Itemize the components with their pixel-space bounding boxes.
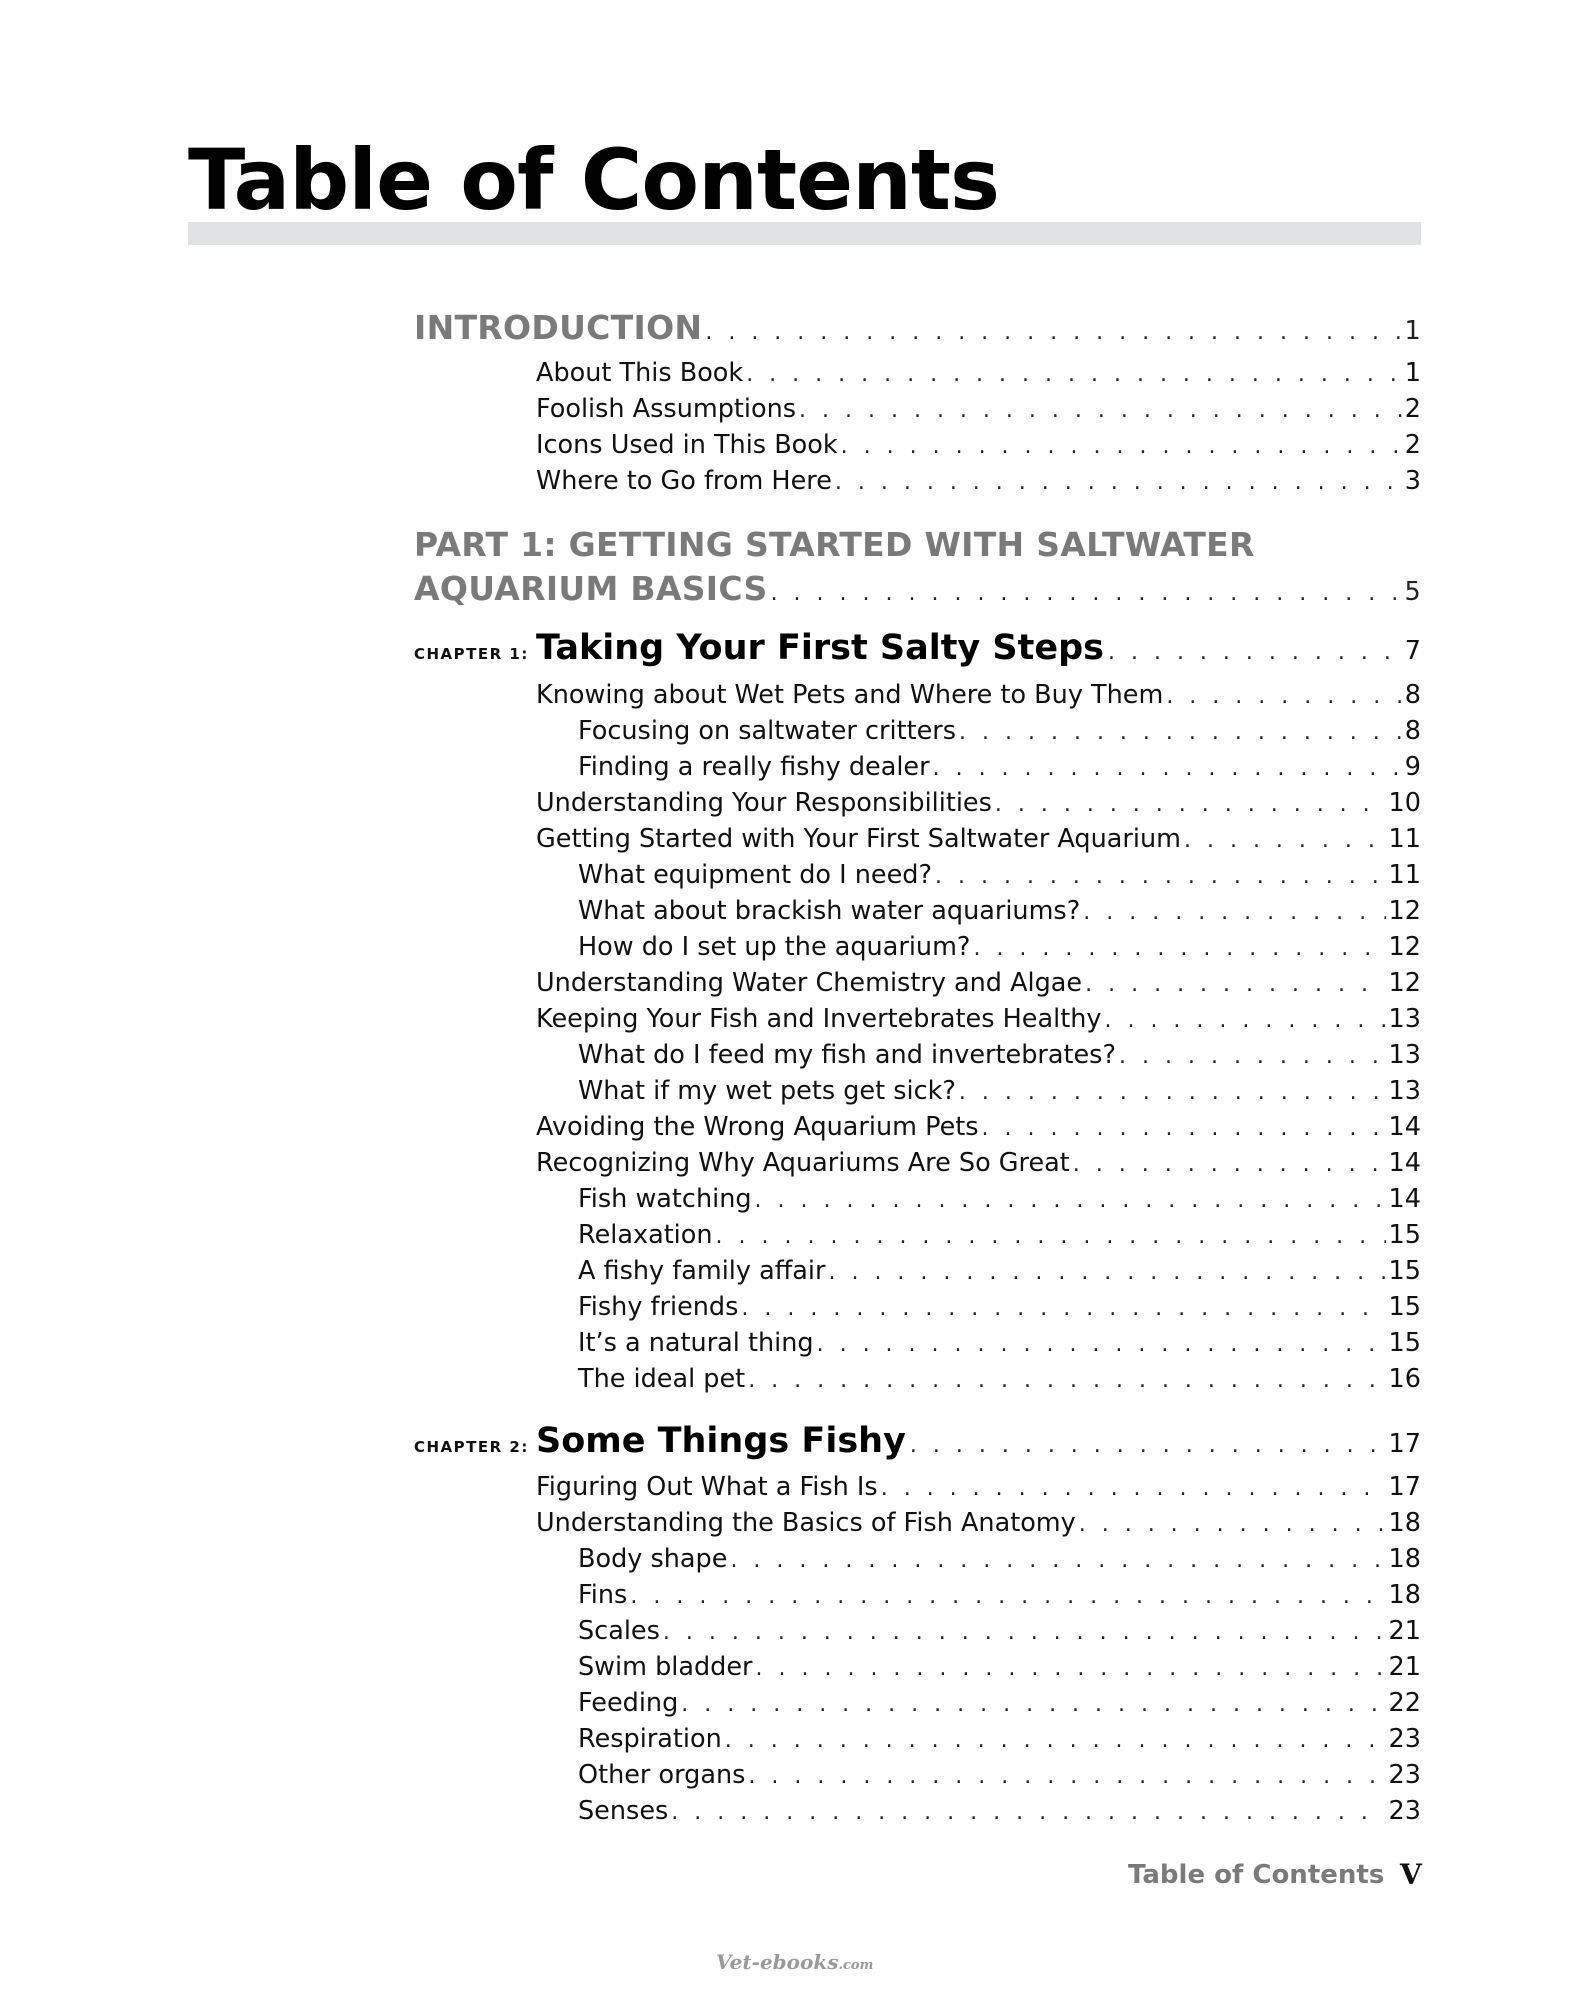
entry-page: 12 <box>1388 896 1421 926</box>
dot-leader <box>1166 679 1401 715</box>
dot-leader <box>799 393 1402 429</box>
dot-leader <box>1119 1039 1386 1075</box>
toc-subentry[interactable] <box>578 1757 1421 1793</box>
dot-leader <box>982 1111 1386 1147</box>
toc-subentry[interactable] <box>578 893 1421 929</box>
toc-entry[interactable] <box>536 1505 1421 1541</box>
toc-subentry[interactable] <box>578 1217 1421 1253</box>
running-footer-title: Table of Contents <box>1128 1860 1385 1890</box>
chapter-page: 17 <box>1388 1429 1421 1459</box>
entry-page: 2 <box>1404 430 1421 460</box>
dot-leader <box>755 1183 1386 1219</box>
toc-subentry[interactable] <box>578 1181 1421 1217</box>
introduction-page: 1 <box>1404 316 1421 346</box>
entry-text: A fishy family affair <box>578 1256 826 1286</box>
entry-text: Avoiding the Wrong Aquarium Pets <box>536 1112 979 1142</box>
dot-leader <box>910 1423 1385 1469</box>
entry-text: Understanding Water Chemistry and Algae <box>536 968 1083 998</box>
page-number: V <box>1400 1858 1422 1891</box>
chapter-2-heading[interactable] <box>414 1418 1421 1464</box>
dot-leader <box>748 1759 1385 1795</box>
entry-page: 18 <box>1388 1544 1421 1574</box>
entry-page: 13 <box>1388 1076 1421 1106</box>
dot-leader <box>959 715 1402 751</box>
introduction-title: INTRODUCTION <box>414 308 703 347</box>
dot-leader <box>725 1723 1386 1759</box>
entry-text: Senses <box>578 1796 669 1826</box>
dot-leader <box>1079 1507 1386 1543</box>
part-1-title-line2: AQUARIUM BASICS <box>414 569 768 608</box>
toc-subentry[interactable] <box>578 1793 1421 1829</box>
entry-page: 22 <box>1388 1688 1421 1718</box>
entry-text: Other organs <box>578 1760 746 1790</box>
toc-subentry[interactable] <box>578 713 1421 749</box>
dot-leader <box>681 1687 1385 1723</box>
entry-text: Foolish Assumptions <box>536 394 797 424</box>
toc-entry[interactable] <box>536 355 1421 391</box>
entry-text: Fins <box>578 1580 628 1610</box>
entry-page: 14 <box>1388 1112 1421 1142</box>
introduction-heading[interactable] <box>414 306 1421 350</box>
entry-page: 8 <box>1404 680 1421 710</box>
toc-subentry[interactable] <box>578 749 1421 785</box>
toc-subentry[interactable] <box>578 1577 1421 1613</box>
entry-page: 8 <box>1404 716 1421 746</box>
chapter-label: CHAPTER 1: <box>414 645 529 663</box>
toc-subentry[interactable] <box>578 1253 1421 1289</box>
entry-page: 1 <box>1404 358 1421 388</box>
entry-page: 13 <box>1388 1040 1421 1070</box>
entry-text: Focusing on saltwater critters <box>578 716 957 746</box>
toc-entry[interactable] <box>536 427 1421 463</box>
dot-leader <box>933 751 1402 787</box>
dot-leader <box>663 1615 1386 1651</box>
toc-subentry[interactable] <box>578 1289 1421 1325</box>
dot-leader <box>881 1471 1386 1507</box>
entry-text: About This Book <box>536 358 744 388</box>
toc-entry[interactable] <box>536 1109 1421 1145</box>
entry-text: What about brackish water aquariums? <box>578 896 1081 926</box>
toc-entry[interactable] <box>536 1001 1421 1037</box>
page-title: Table of Contents <box>188 131 1000 229</box>
toc-subentry[interactable] <box>578 857 1421 893</box>
entry-page: 2 <box>1404 394 1421 424</box>
toc-entry[interactable] <box>536 965 1421 1001</box>
dot-leader <box>817 1327 1386 1363</box>
entry-page: 11 <box>1388 860 1421 890</box>
entry-text: Icons Used in This Book <box>536 430 838 460</box>
dot-leader <box>630 1579 1385 1615</box>
entry-page: 23 <box>1388 1724 1421 1754</box>
dot-leader <box>1085 967 1385 1003</box>
part-1-title-line1: PART 1: GETTING STARTED WITH SALTWATER <box>414 525 1255 564</box>
dot-leader <box>1108 630 1401 676</box>
entry-page: 18 <box>1388 1508 1421 1538</box>
entry-text: What do I feed my fish and invertebrates? <box>578 1040 1117 1070</box>
entry-page: 17 <box>1388 1472 1421 1502</box>
entry-page: 3 <box>1404 466 1421 496</box>
entry-text: Relaxation <box>578 1220 713 1250</box>
chapter-label: CHAPTER 2: <box>414 1438 529 1456</box>
entry-text: Figuring Out What a Fish Is <box>536 1472 878 1502</box>
entry-text: Fish watching <box>578 1184 752 1214</box>
entry-text: Scales <box>578 1616 660 1646</box>
entry-page: 21 <box>1388 1616 1421 1646</box>
entry-page: 23 <box>1388 1796 1421 1826</box>
dot-leader <box>746 357 1402 393</box>
toc-entry[interactable] <box>536 1145 1421 1181</box>
entry-text: Respiration <box>578 1724 722 1754</box>
entry-text: Understanding Your Responsibilities <box>536 788 992 818</box>
entry-text: Feeding <box>578 1688 679 1718</box>
entry-text: What if my wet pets get sick? <box>578 1076 956 1106</box>
dot-leader <box>756 1651 1386 1687</box>
entry-page: 11 <box>1388 824 1421 854</box>
dot-leader <box>771 572 1402 616</box>
entry-text: Body shape <box>578 1544 728 1574</box>
entry-page: 14 <box>1388 1148 1421 1178</box>
entry-text: The ideal pet <box>578 1364 746 1394</box>
dot-leader <box>841 429 1402 465</box>
entry-page: 14 <box>1388 1184 1421 1214</box>
entry-page: 21 <box>1388 1652 1421 1682</box>
dot-leader <box>959 1075 1386 1111</box>
part-1-page: 5 <box>1404 577 1421 607</box>
entry-text: What equipment do I need? <box>578 860 932 890</box>
toc-subentry[interactable] <box>578 1037 1421 1073</box>
toc-subentry[interactable] <box>578 1721 1421 1757</box>
toc-entry[interactable] <box>536 821 1421 857</box>
toc-subentry[interactable] <box>578 1685 1421 1721</box>
toc-subentry[interactable] <box>578 1541 1421 1577</box>
entry-text: Recognizing Why Aquariums Are So Great <box>536 1148 1070 1178</box>
dot-leader <box>1184 823 1386 859</box>
entry-page: 16 <box>1388 1364 1421 1394</box>
toc-subentry[interactable] <box>578 1361 1421 1397</box>
entry-text: Understanding the Basics of Fish Anatomy <box>536 1508 1076 1538</box>
dot-leader <box>835 465 1402 501</box>
dot-leader <box>935 859 1386 895</box>
chapter-title: Taking Your First Salty Steps <box>536 628 1104 668</box>
entry-text: How do I set up the aquarium? <box>578 932 971 962</box>
toc-entry[interactable] <box>536 463 1421 499</box>
part-1-heading[interactable] <box>414 523 1421 611</box>
dot-leader <box>1073 1147 1386 1183</box>
entry-page: 12 <box>1388 932 1421 962</box>
toc-subentry[interactable] <box>578 1613 1421 1649</box>
entry-page: 15 <box>1388 1256 1421 1286</box>
dot-leader <box>716 1219 1386 1255</box>
dot-leader <box>730 1543 1385 1579</box>
dot-leader <box>748 1363 1385 1399</box>
dot-leader <box>828 1255 1385 1291</box>
dot-leader <box>973 931 1385 967</box>
toc-entry[interactable] <box>536 391 1421 427</box>
entry-text: Getting Started with Your First Saltwater Aquarium <box>536 824 1181 854</box>
chapter-1-heading[interactable] <box>414 625 1421 671</box>
entry-page: 10 <box>1388 788 1421 818</box>
toc-entry[interactable] <box>536 1469 1421 1505</box>
entry-text: Fishy friends <box>578 1292 739 1322</box>
entry-page: 13 <box>1388 1004 1421 1034</box>
entry-text: Keeping Your Fish and Invertebrates Healthy <box>536 1004 1102 1034</box>
dot-leader <box>671 1795 1385 1831</box>
watermark <box>716 1950 873 1974</box>
entry-text: It’s a natural thing <box>578 1328 814 1358</box>
entry-page: 9 <box>1404 752 1421 782</box>
dot-leader <box>995 787 1386 823</box>
entry-text: Finding a really fishy dealer <box>578 752 930 782</box>
chapter-page: 7 <box>1404 636 1421 666</box>
dot-leader <box>1104 1003 1385 1039</box>
toc-subentry[interactable] <box>578 929 1421 965</box>
dot-leader <box>741 1291 1385 1327</box>
watermark-suffix: .com <box>838 1958 874 1973</box>
toc-subentry[interactable] <box>578 1073 1421 1109</box>
entry-page: 15 <box>1388 1328 1421 1358</box>
entry-page: 15 <box>1388 1292 1421 1322</box>
toc-entry[interactable] <box>536 677 1421 713</box>
entry-page: 12 <box>1388 968 1421 998</box>
toc-entry[interactable] <box>536 785 1421 821</box>
chapter-title: Some Things Fishy <box>536 1421 906 1461</box>
dot-leader <box>705 311 1401 355</box>
entry-text: Swim bladder <box>578 1652 753 1682</box>
toc-subentry[interactable] <box>578 1649 1421 1685</box>
watermark-text: Vet-ebooks <box>716 1950 839 1974</box>
entry-text: Knowing about Wet Pets and Where to Buy Them <box>536 680 1164 710</box>
toc-subentry[interactable] <box>578 1325 1421 1361</box>
entry-text: Where to Go from Here <box>536 466 832 496</box>
entry-page: 23 <box>1388 1760 1421 1790</box>
dot-leader <box>1083 895 1385 931</box>
entry-page: 18 <box>1388 1580 1421 1610</box>
entry-page: 15 <box>1388 1220 1421 1250</box>
